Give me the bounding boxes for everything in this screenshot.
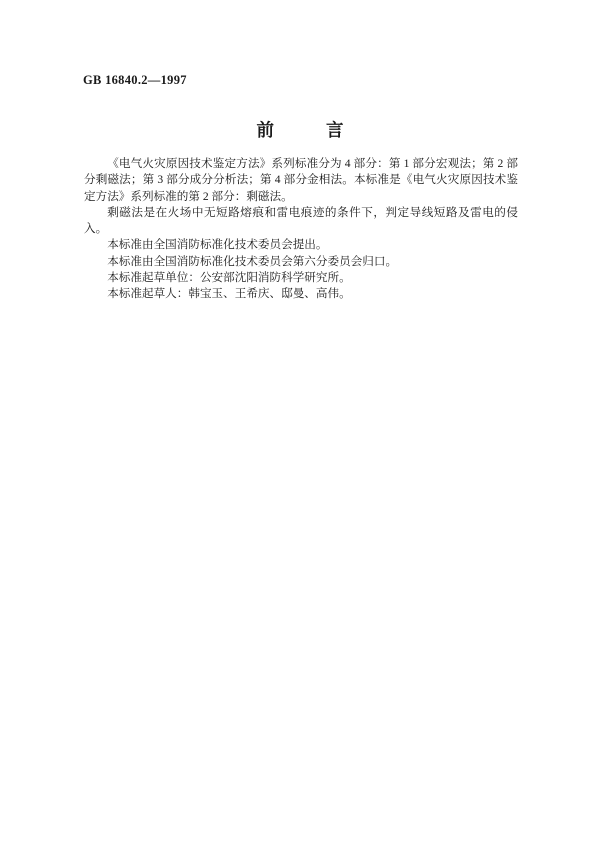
paragraph-proposed-by: 本标准由全国消防标准化技术委员会提出。 [107, 238, 328, 252]
paragraph-method-description: 剩磁法是在火场中无短路熔痕和雷电痕迹的条件下，判定导线短路及雷电的侵入。 [84, 205, 518, 236]
page-title [0, 119, 600, 141]
title-char-left: 前 [256, 120, 274, 140]
paragraph-drafting-organization: 本标准起草单位：公安部沈阳消防科学研究所。 [107, 271, 351, 285]
paragraph-drafters: 本标准起草人：韩宝玉、王希庆、邸曼、高伟。 [107, 287, 351, 301]
paragraph-centralized-by: 本标准由全国消防标准化技术委员会第六分委员会归口。 [107, 254, 398, 268]
paragraph-series-intro: 《电气火灾原因技术鉴定方法》系列标准分为 4 部分：第 1 部分宏观法；第 2 部分剩磁法；第 3 部分成分分析法；第 4 部分金相法。本标准是《电气火灾原因技术鉴定方法》系列标准的第 2 部分：剩磁法。 [84, 157, 518, 203]
title-char-right: 言 [326, 120, 344, 140]
document-body [84, 156, 518, 303]
standard-number: GB 16840.2—1997 [83, 73, 187, 87]
